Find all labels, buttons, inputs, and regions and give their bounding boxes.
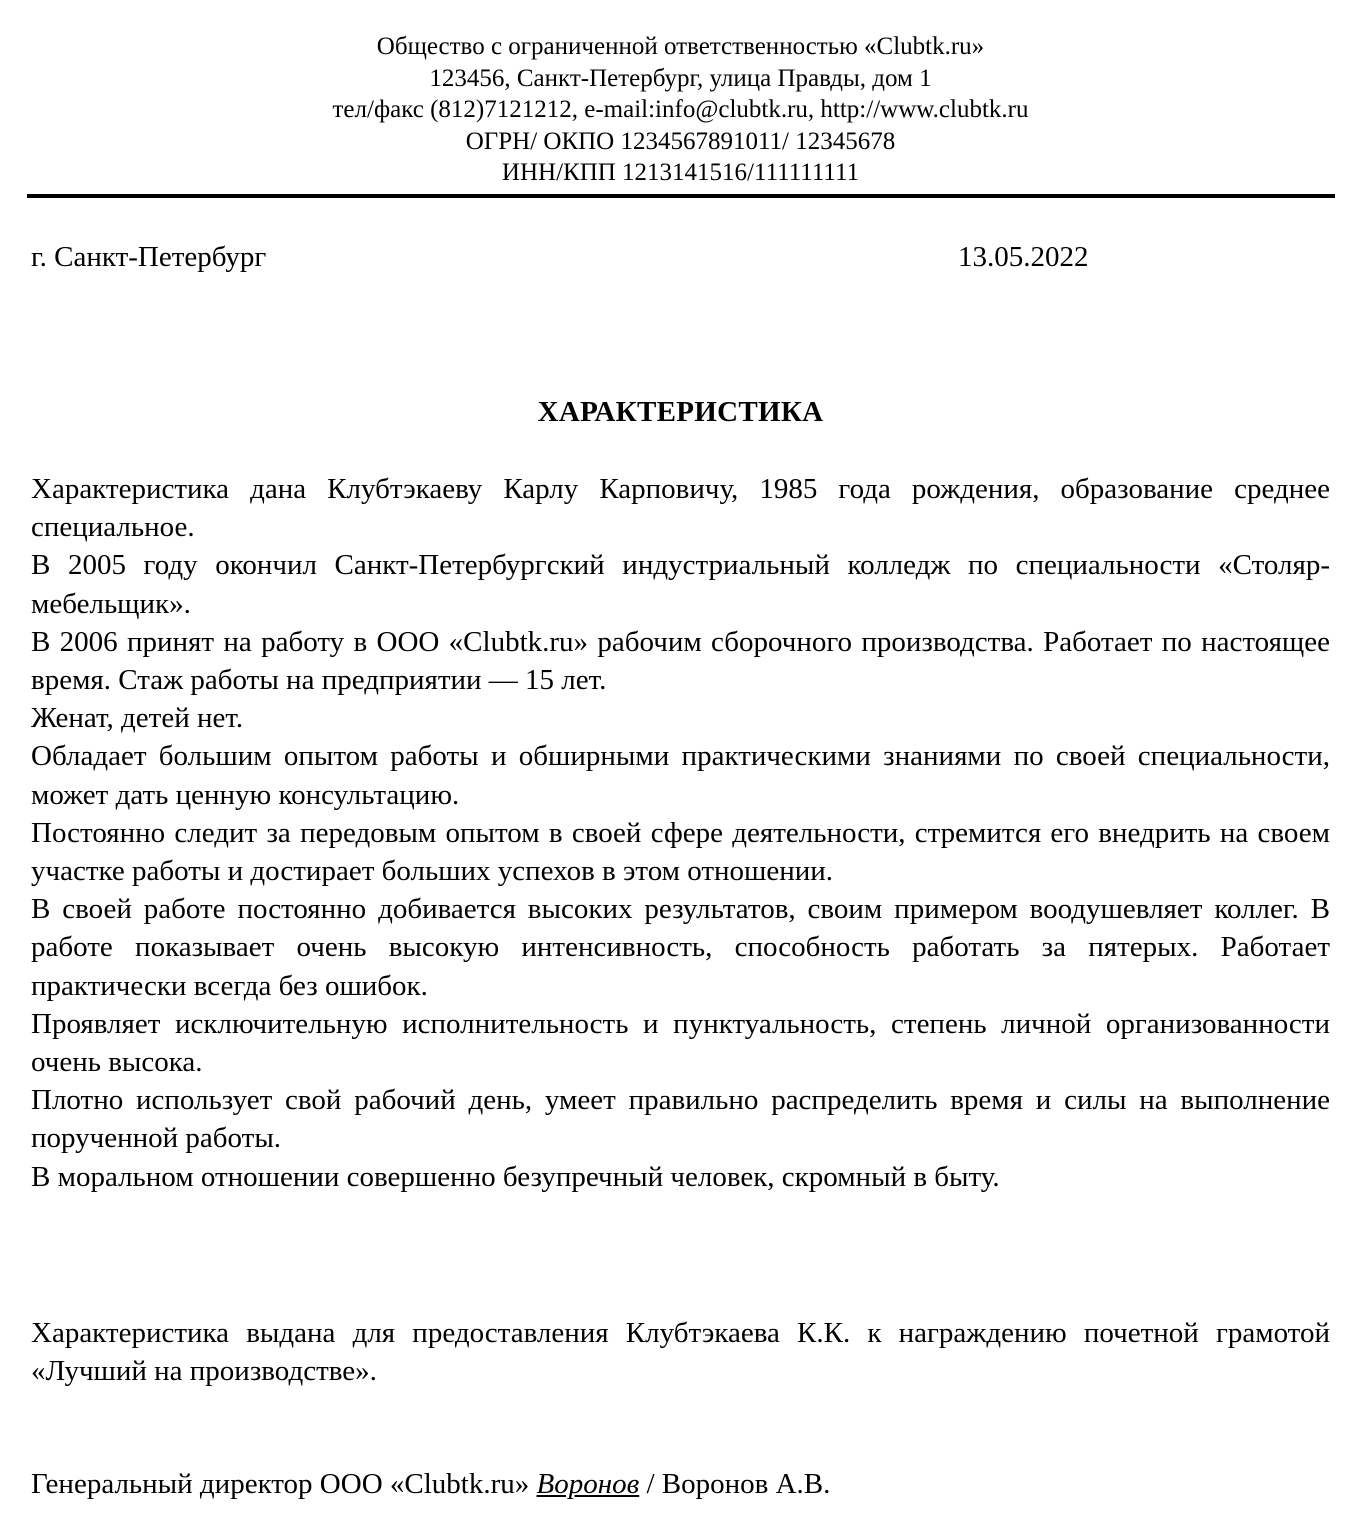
company-ogrn-okpo: ОГРН/ ОКПО 1234567891011/ 12345678 — [465, 127, 896, 155]
document-body — [31, 470, 1330, 1196]
company-inn-kpp: ИНН/КПП 1213141516/111111111 — [501, 159, 860, 186]
letterhead — [0, 31, 1361, 189]
company-contacts: тел/факс (812)7121212, e-mail:info@clubtk.ru, http://www.clubtk.ru — [332, 96, 1029, 123]
body-paragraph: Проявляет исключительную исполнительность и пунктуальность, степень личной организованности очень высока. — [31, 1007, 1330, 1079]
company-name: Общество с ограниченной ответственностью «Clubtk.ru» — [376, 33, 985, 60]
signer-position: Генеральный директор ООО «Clubtk.ru» — [31, 1468, 530, 1500]
body-paragraph: В 2006 принят на работу в ООО «Clubtk.ru» рабочим сборочного производства. Работает по настоящее время. Стаж работы на предприятии — 15 лет. — [31, 625, 1330, 697]
body-paragraph: Характеристика дана Клубтэкаеву Карлу Карповичу, 1985 года рождения, образование среднее специальное. — [31, 473, 1330, 544]
body-paragraph: В 2005 году окончил Санкт-Петербургский индустриальный колледж по специальности «Столяр-мебельщик». — [31, 549, 1330, 620]
company-address: 123456, Санкт-Петербург, улица Правды, дом 1 — [429, 64, 932, 92]
handwritten-signature: Воронов — [536, 1468, 640, 1500]
signature-block — [31, 1465, 1330, 1503]
body-paragraph: Женат, детей нет. — [31, 702, 244, 735]
body-paragraph: В моральном отношении совершенно безупречный человек, скромный в быту. — [31, 1160, 1000, 1193]
signature-separator: / — [646, 1468, 655, 1500]
body-paragraph: Обладает большим опытом работы и обширными практическими знаниями по своей специальности, может дать ценную консультацию. — [31, 740, 1330, 811]
body-paragraph: Постоянно следит за передовым опытом в своей сфере деятельности, стремится его внедрить на своем участке работы и достирает больших успехов в этом отношении. — [31, 816, 1330, 888]
letterhead-divider — [27, 194, 1335, 198]
document-date: 13.05.2022 — [958, 241, 1089, 273]
document-title: ХАРАКТЕРИСТИКА — [537, 396, 824, 428]
purpose-statement: Характеристика выдана для предоставления Клубтэкаева К.К. к награждению почетной грамотой «Лучший на производстве». — [31, 1317, 1330, 1388]
signer-name: Воронов А.В. — [661, 1468, 831, 1500]
body-paragraph: В своей работе постоянно добивается высоких результатов, своим примером воодушевляет коллег. В работе показывает очень высокую интенсивность, способность работать за пятерых. Работает практически всегда без ошибок. — [31, 893, 1330, 1002]
body-paragraph: Плотно использует свой рабочий день, умеет правильно распределить время и силы на выполнение порученной работы. — [31, 1084, 1330, 1155]
document-place: г. Санкт-Петербург — [31, 241, 267, 273]
